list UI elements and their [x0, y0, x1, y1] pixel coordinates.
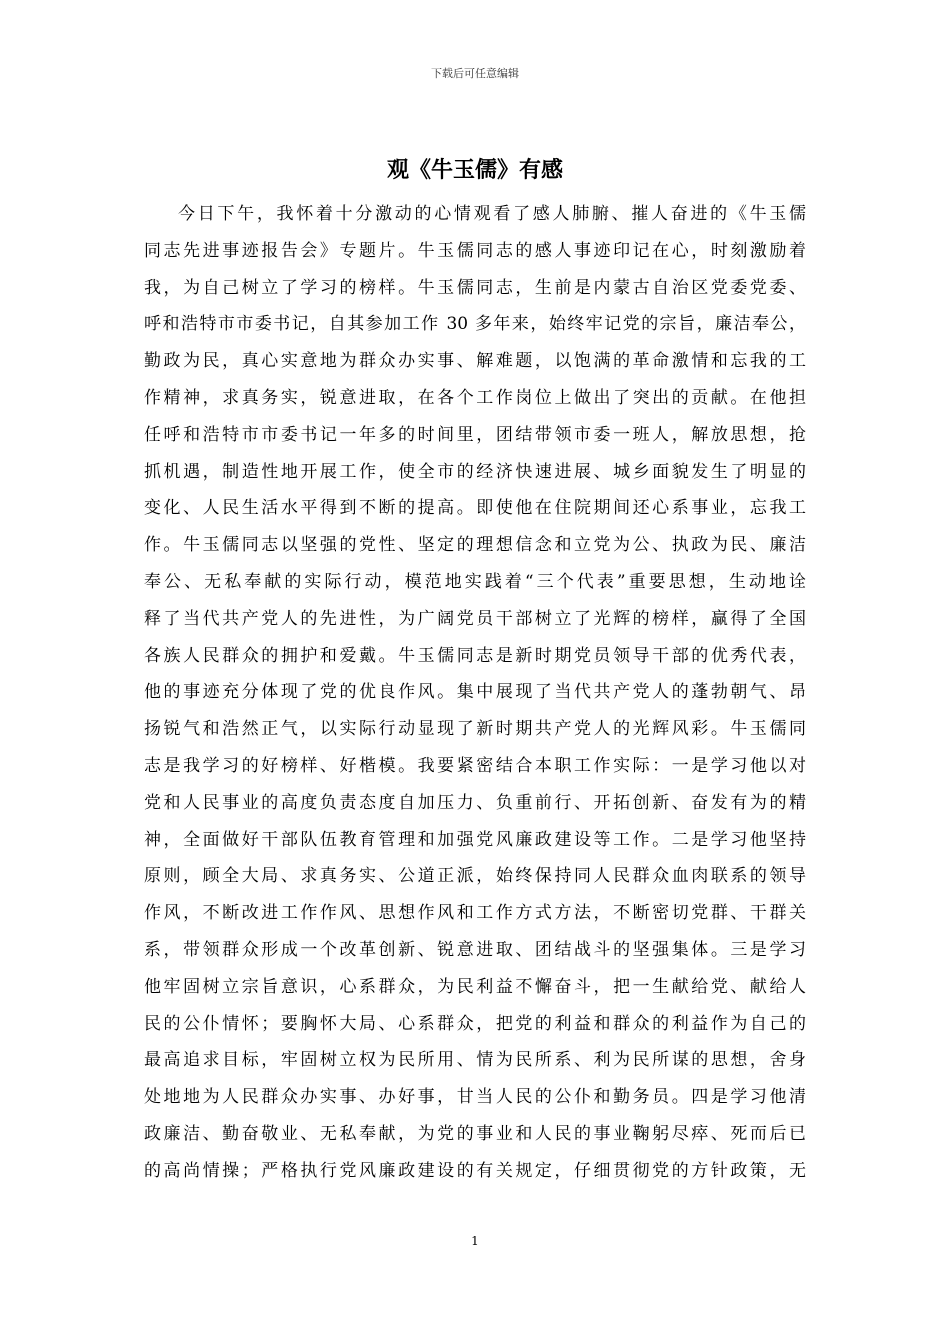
body-line: 处地地为人民群众办实事、办好事，甘当人民的公仆和勤务员。四是学习他清 — [144, 1087, 806, 1108]
body-line: 民的公仆情怀；要胸怀大局、心系群众，把党的利益和群众的利益作为自己的 — [144, 1013, 806, 1034]
document-title: 观《牛玉儒》有感 — [386, 157, 563, 183]
body-line: 扬锐气和浩然正气，以实际行动显现了新时期共产党人的光辉风彩。牛玉儒同 — [144, 719, 806, 740]
body-line: 作。牛玉儒同志以坚强的党性、坚定的理想信念和立党为公、执政为民、廉洁 — [144, 535, 806, 556]
body-line: 抓机遇，制造性地开展工作，使全市的经济快速进展、城乡面貌发生了明显的 — [144, 461, 806, 482]
body-line: 呼和浩特市市委书记，自其参加工作 30 多年来，始终牢记党的宗旨，廉洁奉公， — [144, 314, 806, 335]
body-line: 的高尚情操；严格执行党风廉政建设的有关规定，仔细贯彻党的方针政策，无 — [144, 1160, 806, 1181]
body-line: 最高追求目标，牢固树立权为民所用、情为民所系、利为民所谋的思想，舍身 — [144, 1050, 806, 1071]
body-line: 我，为自己树立了学习的榜样。牛玉儒同志，生前是内蒙古自治区党委党委、 — [144, 277, 806, 298]
body-line: 任呼和浩特市市委书记一年多的时间里，团结带领市委一班人，解放思想，抢 — [144, 424, 806, 445]
body-line: 他牢固树立宗旨意识，心系群众，为民利益不懈奋斗，把一生献给党、献给人 — [144, 976, 806, 997]
body-line: 勤政为民，真心实意地为群众办实事、解难题，以饱满的革命激情和忘我的工 — [144, 351, 806, 372]
body-line: 原则，顾全大局、求真务实、公道正派，始终保持同人民群众血肉联系的领导 — [144, 866, 806, 887]
body-line: 作风，不断改进工作作风、思想作风和工作方式方法，不断密切党群、干群关 — [144, 903, 806, 924]
body-line: 志是我学习的好榜样、好楷模。我要紧密结合本职工作实际：一是学习他以对 — [144, 755, 806, 776]
body-line: 变化、人民生活水平得到不断的提高。即使他在住院期间还心系事业，忘我工 — [144, 498, 806, 519]
body-line: 作精神，求真务实，锐意进取，在各个工作岗位上做出了突出的贡献。在他担 — [144, 387, 806, 408]
body-line: 奉公、无私奉献的实际行动，模范地实践着“三个代表”重要思想，生动地诠 — [144, 571, 806, 592]
body-line: 党和人民事业的高度负责态度自加压力、负重前行、开拓创新、奋发有为的精 — [144, 792, 806, 813]
body-line: 各族人民群众的拥护和爱戴。牛玉儒同志是新时期党员领导干部的优秀代表， — [144, 645, 806, 666]
body-line: 神，全面做好干部队伍教育管理和加强党风廉政建设等工作。二是学习他坚持 — [144, 829, 806, 850]
document-body — [144, 196, 806, 1190]
body-line: 同志先进事迹报告会》专题片。牛玉儒同志的感人事迹印记在心，时刻激励着 — [144, 240, 806, 261]
body-line: 今日下午，我怀着十分激动的心情观看了感人肺腑、摧人奋进的《牛玉儒 — [178, 204, 806, 224]
page-number: 1 — [471, 1234, 479, 1248]
body-line: 释了当代共产党人的先进性，为广阔党员干部树立了光辉的榜样，赢得了全国 — [144, 608, 806, 629]
body-line: 政廉洁、勤奋敬业、无私奉献，为党的事业和人民的事业鞠躬尽瘁、死而后已 — [144, 1123, 806, 1144]
page-header-note: 下载后可任意编辑 — [431, 67, 519, 80]
body-line: 他的事迹充分体现了党的优良作风。集中展现了当代共产党人的蓬勃朝气、昂 — [144, 682, 806, 703]
body-line: 系，带领群众形成一个改革创新、锐意进取、团结战斗的坚强集体。三是学习 — [144, 939, 806, 960]
